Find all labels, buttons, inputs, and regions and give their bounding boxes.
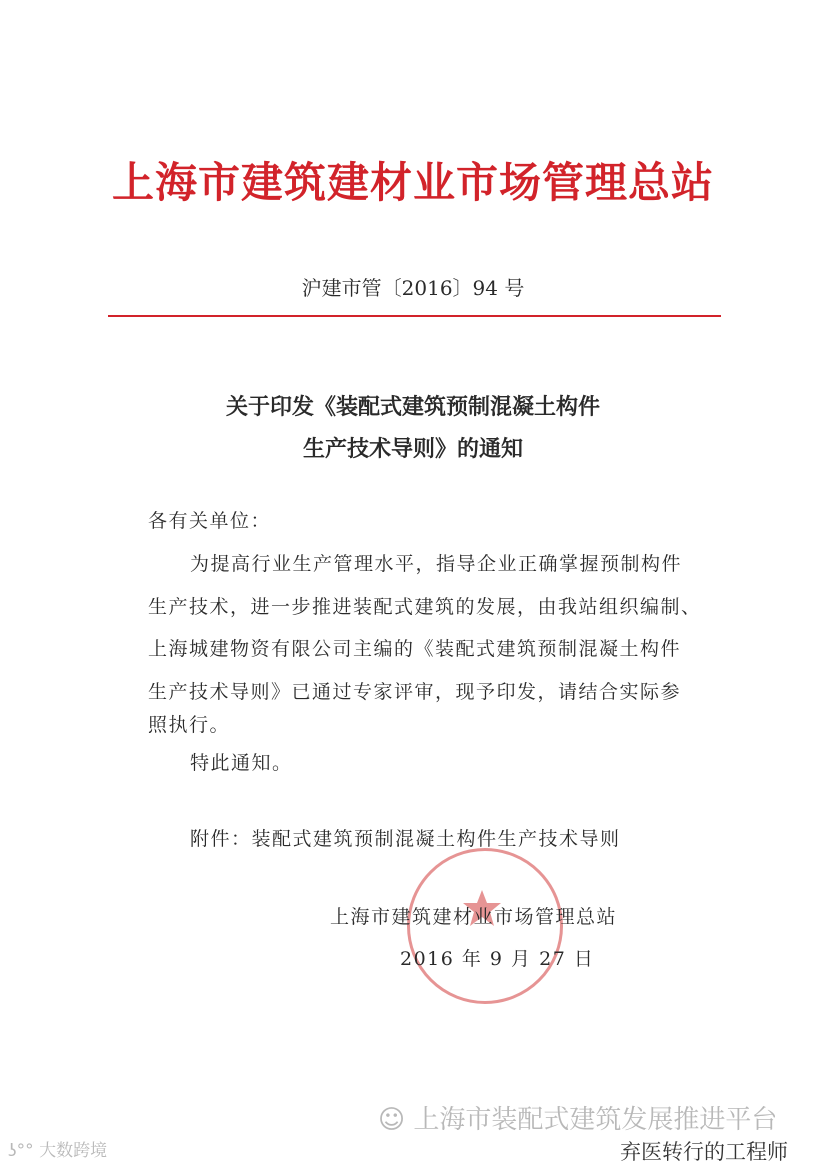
signature: 上海市建筑建材业市场管理总站: [330, 906, 618, 928]
date: 2016 年 9 月 27 日: [400, 948, 595, 970]
chat-bubble-icon: ☺: [378, 1105, 406, 1135]
salutation: 各有关单位：: [148, 510, 272, 532]
body-line: 为提高行业生产管理水平，指导企业正确掌握预制构件: [190, 553, 683, 575]
issuer-title: 上海市建筑建材业市场管理总站: [111, 158, 714, 207]
attachment: 附件：装配式建筑预制混凝土构件生产技术导则: [190, 828, 621, 850]
watermark-left-text: 大数跨境: [39, 1141, 108, 1161]
red-divider: [108, 315, 721, 317]
document-number: 沪建市管〔2016〕94 号: [301, 276, 525, 300]
body-line: 生产技术导则》已通过专家评审，现予印发，请结合实际参: [148, 681, 682, 703]
watermark-overlay: 弃医转行的工程师: [620, 1140, 788, 1164]
body-line: 照执行。: [148, 714, 231, 736]
closing: 特此通知。: [190, 752, 293, 774]
watermark-right-text: 上海市装配式建筑发展推进平台: [413, 1105, 778, 1135]
watermark-right: [378, 1104, 777, 1136]
watermark-logo-icon: ʖ°°: [8, 1141, 34, 1161]
body-line: 生产技术，进一步推进装配式建筑的发展，由我站组织编制、: [148, 596, 702, 618]
notice-heading-line1: 关于印发《装配式建筑预制混凝土构件: [225, 395, 600, 420]
watermark-left: [8, 1140, 107, 1162]
notice-heading-line2: 生产技术导则》的通知: [302, 437, 523, 462]
body-line: 上海城建物资有限公司主编的《装配式建筑预制混凝土构件: [148, 638, 682, 660]
